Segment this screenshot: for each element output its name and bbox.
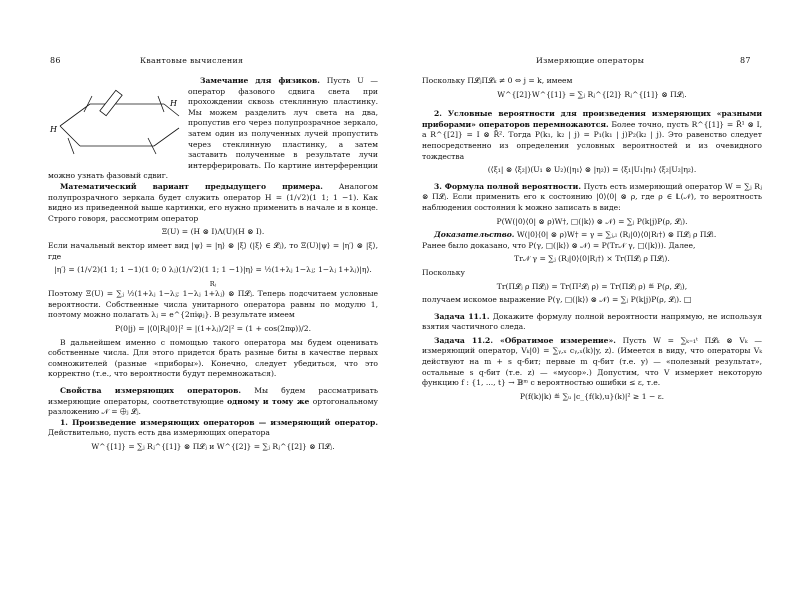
equation-xi: Ξ(U) = (H ⊗ I)Λ(U)(H ⊗ I). [161, 227, 265, 237]
props-bold: одному и тому же [227, 396, 310, 406]
remark-text: Пусть U — оператор фазового сдвига света при прохождении сквозь стеклянную пластинку. Мы можем разделить луч света на два, пропустив его через полупрозрачное зеркало, затем один из полученных лучей пропустить через стеклянную пластинку, а затем заставить полученные в результате лучи интерферировать. По картине интерференции можно узнать фазовый сдвиг. [48, 76, 379, 181]
equation-tensor: (⟨ξ₁| ⊗ ⟨ξ₂|)(U₁ ⊗ U₂)(|η₁⟩ ⊗ |η₂⟩) = ⟨ξ₁|U₁|η₁⟩ ⟨ξ₂|U₂|η₂⟩. [487, 165, 697, 175]
proof-label: Доказательство. [434, 230, 515, 240]
task2-title: Задача 11.2. «Обратимое измерение». [434, 335, 616, 345]
equation-rj-label: Rⱼ [209, 279, 217, 288]
item1-title: 1. Произведение измеряющих операторов — измеряющий оператор. [60, 417, 378, 427]
math-variant-text: Аналогом полупрозрачного зеркала будет служить оператор H = (1/√2)(1 1; 1 −1). Как видно из приведенной выше картинки, его нужно применить в начале и в конце. Строго говоря, рассмотрим оператор [48, 181, 378, 223]
equation-ww: W^{[2]}W^{[1]} = ∑ⱼ Rⱼ^{[2]} Rⱼ^{[1]} ⊗ Π𝓛ⱼ. [497, 89, 687, 99]
equation-task: P(f(k)|k) ≝ ∑ᵤ |c_{f(k),u}(k)|² ≥ 1 − ε. [519, 391, 665, 401]
equation-xi-sum: Поэтому Ξ(U) = ∑ⱼ ½(1+λⱼ 1−λⱼ; 1−λⱼ 1+λⱼ) ⊗ Π𝓛ⱼ. [48, 289, 255, 299]
remark-title: Замечание для физиков. [200, 76, 320, 85]
task2-paragraph: Задача 11.2. «Обратимое измерение». Пусть W = ∑ₖ₌₁ᵗ Π𝓛ₖ ⊗ Vₖ — измеряющий оператор, Vₖ|0⟩ = ∑ᵧ,ₓ cᵧ,ₓ(k)|y, z⟩. (Имеется в виду, что операторы Vₖ действуют на m + s q-бит; первые m q-бит (т.е. y) — «полезный результат», остальные s q-бит (т.е. z) — «мусор».) Допустим, что V измеряет некоторую функцию f : {1, ..., t} → 𝔹ᵐ с вероятностью ошибки ≤ ε, т.е. [422, 335, 763, 388]
left-column [48, 76, 378, 456]
proof-paragraph [422, 230, 762, 241]
right-running-title: Измеряющие операторы [536, 56, 645, 65]
task1-paragraph: Задача 11.1. Докажите формулу полной вероятности напрямую, не используя взятия частичного следа. [422, 311, 763, 332]
qed-symbol: □ [683, 295, 692, 305]
right-column [422, 76, 762, 405]
item3-title: 3. Формула полной вероятности. [434, 181, 581, 191]
props-paragraph: Свойства измеряющих операторов. Мы будем рассматривать измеряющие операторы, соответствующие одному и тому же ортогональному разложению 𝒩 = ⨁ⱼ 𝓛ⱼ. [48, 386, 378, 417]
props-title: Свойства измеряющих операторов. [60, 386, 242, 396]
interferometer-diagram [44, 76, 184, 162]
proof-text: Ранее было доказано, что P(γ, □(|k⟩) ⊗ 𝒩) = P(Tr𝒩 γ, □(|k⟩)). Далее, [422, 240, 696, 250]
intro-paragraph: Поскольку Π𝓛ⱼΠ𝓛ₖ ≠ 0 ⇔ j = k, имеем [422, 76, 573, 85]
equation-prob: P(0|j) = |⟨0|Rⱼ|0⟩|² = |(1+λⱼ)/2|² = (1 + cos(2πφ))/2. [115, 324, 311, 334]
since-text: Поскольку [422, 267, 465, 277]
equation-w: W^{[1]} = ∑ⱼ Rⱼ^{[1]} ⊗ Π𝓛ⱼ и W^{[2]} = ∑ⱼ Rⱼ^{[2]} ⊗ Π𝓛ⱼ. [91, 442, 335, 451]
left-page-number: 86 [50, 56, 61, 65]
xi-sum-paragraph [48, 289, 378, 321]
proof-equation: W(|0⟩⟨0| ⊗ ρ)W† = γ = ∑ⱼ,ₗ (Rⱼ|0⟩⟨0|Rₗ†) ⊗ Π𝓛ⱼ ρ Π𝓛ₗ. [516, 230, 717, 240]
right-page [396, 0, 792, 612]
left-running-title: Квантовые вычисления [140, 56, 244, 65]
figure-label-h1: H [50, 125, 57, 134]
further-paragraph: В дальнейшем именно с помощью такого оператора мы будем оценивать собственные числа. Для этого придется брать разные биты в качестве первых сомножителей (разные «приборы»). Конечно, следует убедиться, что это корректно (т.е., что вероятности будут перемножаться). [48, 337, 378, 379]
equation-eta: |η′⟩ = (1/√2)(1 1; 1 −1)(1 0; 0 λⱼ)(1/√2)(1 1; 1 −1)|η⟩ = ½(1+λⱼ 1−λⱼ; 1−λⱼ 1+λⱼ)|η⟩. [54, 265, 372, 275]
task1-title: Задача 11.1. [434, 311, 490, 321]
math-variant-title: Математический вариант предыдущего примера. [60, 181, 323, 191]
math-variant-paragraph [48, 182, 378, 224]
item2-paragraph: 2. Условные вероятности для произведения измеряющих «разными приборами» операторов перемножаются. Более точно, пусть R^{[1]} = R̃¹ ⊗ I, а R^{[2]} = I ⊗ R̃². Тогда P(k₁, k₂ | j) = P₁(k₁ | j)P₂(k₂ | j). Это равенство следует непосредственно из определения условных вероятностей и из очевидного тождества [422, 109, 762, 161]
item1-paragraph: 1. Произведение измеряющих операторов — измеряющий оператор. Действительно, пусть есть два измеряющих оператора [48, 417, 378, 438]
right-page-number: 87 [740, 56, 751, 65]
eigvec-paragraph: Если начальный вектор имеет вид |ψ⟩ = |η⟩ ⊗ |ξ⟩ (|ξ⟩ ∈ 𝓛ⱼ), то Ξ(U)|ψ⟩ = |η′⟩ ⊗ |ξ⟩, где [48, 240, 378, 261]
equation-total: P(W(|0⟩⟨0| ⊗ ρ)W†, □(|k⟩) ⊗ 𝒩) = ∑ⱼ P(k|j)P(ρ, 𝓛ⱼ). [496, 216, 688, 226]
result-paragraph: получаем искомое выражение P(γ, □(|k⟩) ⊗ 𝒩) = ∑ⱼ P(k|j)P(ρ, 𝓛ⱼ). □ [422, 295, 692, 305]
item3-paragraph: 3. Формула полной вероятности. Пусть есть измеряющий оператор W = ∑ⱼ Rⱼ ⊗ Π𝓛ⱼ. Если применить его к состоянию |0⟩⟨0| ⊗ ρ, где ρ ∈ 𝐋(𝒩), то вероятность наблюдения состояния k можно записать в виде: [422, 181, 762, 212]
item2-title: 2. Условные вероятности для произведения измеряющих «разными приборами» операторов перемножаются. [422, 109, 762, 129]
equation-trace: Tr𝒩 γ = ∑ⱼ (Rⱼ|0⟩⟨0|Rⱼ†) × Tr(Π𝓛ⱼ ρ Π𝓛ⱼ). [514, 254, 670, 264]
equation-since: Tr(Π𝓛ⱼ ρ Π𝓛ⱼ) = Tr(Π²𝓛ⱼ ρ) = Tr(Π𝓛ⱼ ρ) ≝ P(ρ, 𝓛ⱼ), [496, 281, 688, 291]
xi-sum-text: Теперь подсчитаем условные вероятности. Собственные числа унитарного оператора равны по модулю 1, поэтому можно полагать λⱼ = e^{2πiφⱼ}. В результате имеем [48, 289, 378, 320]
figure-label-h2: H [170, 99, 177, 108]
